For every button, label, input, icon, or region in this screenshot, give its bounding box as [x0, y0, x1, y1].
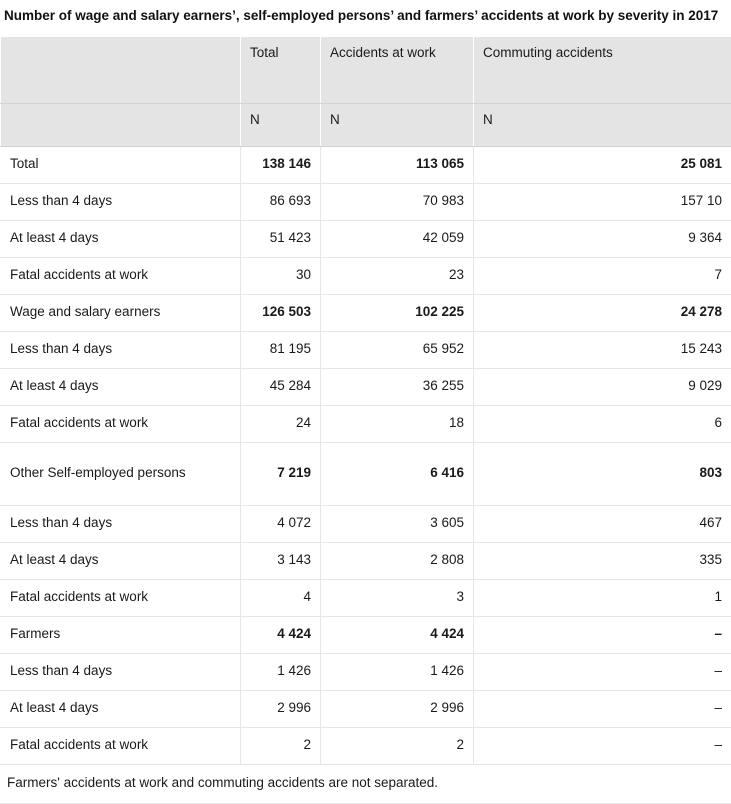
column-header-rowlabel	[1, 36, 241, 103]
row-label: Other Self-employed persons	[1, 442, 241, 505]
cell-accidents-at-work: 1 426	[321, 653, 474, 690]
cell-total: 2	[241, 727, 321, 764]
row-label: Fatal accidents at work	[1, 579, 241, 616]
table-row	[1, 405, 731, 442]
table-row	[1, 368, 731, 405]
cell-total: 45 284	[241, 368, 321, 405]
cell-commuting-accidents: 9 029	[474, 368, 731, 405]
table-footer	[1, 764, 731, 803]
cell-accidents-at-work: 36 255	[321, 368, 474, 405]
cell-total: 81 195	[241, 331, 321, 368]
cell-commuting-accidents: –	[474, 616, 731, 653]
row-label: Farmers	[1, 616, 241, 653]
column-header-accidents-at-work: Accidents at work	[321, 36, 474, 103]
row-label: Total	[1, 146, 241, 183]
page-title: Number of wage and salary earners’, self-employed persons’ and farmers’ accidents at work by severity in 2017	[0, 0, 731, 36]
cell-accidents-at-work: 4 424	[321, 616, 474, 653]
cell-accidents-at-work: 6 416	[321, 442, 474, 505]
cell-commuting-accidents: –	[474, 653, 731, 690]
cell-accidents-at-work: 65 952	[321, 331, 474, 368]
table-row	[1, 542, 731, 579]
row-label: At least 4 days	[1, 220, 241, 257]
column-header-commuting-accidents: Commuting accidents	[474, 36, 731, 103]
table-body	[1, 146, 731, 764]
cell-accidents-at-work: 2	[321, 727, 474, 764]
cell-commuting-accidents: 15 243	[474, 331, 731, 368]
row-label: Fatal accidents at work	[1, 257, 241, 294]
cell-total: 4	[241, 579, 321, 616]
row-label: Less than 4 days	[1, 331, 241, 368]
table-row	[1, 505, 731, 542]
cell-accidents-at-work: 70 983	[321, 183, 474, 220]
cell-commuting-accidents: 1	[474, 579, 731, 616]
cell-total: 126 503	[241, 294, 321, 331]
table-row	[1, 653, 731, 690]
cell-accidents-at-work: 102 225	[321, 294, 474, 331]
cell-total: 30	[241, 257, 321, 294]
cell-commuting-accidents: –	[474, 727, 731, 764]
cell-commuting-accidents: 6	[474, 405, 731, 442]
cell-accidents-at-work: 3	[321, 579, 474, 616]
cell-total: 86 693	[241, 183, 321, 220]
column-unit-commuting-accidents: N	[474, 103, 731, 146]
cell-total: 51 423	[241, 220, 321, 257]
row-label: Less than 4 days	[1, 505, 241, 542]
table-row	[1, 294, 731, 331]
row-label: At least 4 days	[1, 368, 241, 405]
column-unit-accidents-at-work: N	[321, 103, 474, 146]
cell-total: 138 146	[241, 146, 321, 183]
cell-commuting-accidents: –	[474, 690, 731, 727]
cell-commuting-accidents: 24 278	[474, 294, 731, 331]
cell-total: 7 219	[241, 442, 321, 505]
cell-total: 2 996	[241, 690, 321, 727]
cell-commuting-accidents: 335	[474, 542, 731, 579]
cell-accidents-at-work: 2 996	[321, 690, 474, 727]
row-label: Less than 4 days	[1, 183, 241, 220]
cell-accidents-at-work: 42 059	[321, 220, 474, 257]
cell-total: 4 072	[241, 505, 321, 542]
cell-commuting-accidents: 803	[474, 442, 731, 505]
cell-accidents-at-work: 23	[321, 257, 474, 294]
row-label: Fatal accidents at work	[1, 727, 241, 764]
cell-total: 4 424	[241, 616, 321, 653]
table-row	[1, 146, 731, 183]
column-header-total: Total	[241, 36, 321, 103]
header-row-labels	[1, 36, 731, 103]
table-row	[1, 442, 731, 505]
cell-commuting-accidents: 467	[474, 505, 731, 542]
row-label: Wage and salary earners	[1, 294, 241, 331]
table-row	[1, 220, 731, 257]
cell-total: 24	[241, 405, 321, 442]
table-row	[1, 579, 731, 616]
column-unit-rowlabel	[1, 103, 241, 146]
cell-commuting-accidents: 157 10	[474, 183, 731, 220]
table-row	[1, 331, 731, 368]
cell-accidents-at-work: 2 808	[321, 542, 474, 579]
cell-accidents-at-work: 113 065	[321, 146, 474, 183]
footnote-text: Farmers' accidents at work and commuting accidents are not separated.	[1, 764, 731, 803]
header-row-units	[1, 103, 731, 146]
row-label: At least 4 days	[1, 542, 241, 579]
cell-total: 3 143	[241, 542, 321, 579]
cell-total: 1 426	[241, 653, 321, 690]
cell-commuting-accidents: 9 364	[474, 220, 731, 257]
row-label: Less than 4 days	[1, 653, 241, 690]
accidents-by-severity-table	[0, 36, 731, 804]
row-label: Fatal accidents at work	[1, 405, 241, 442]
table-row	[1, 257, 731, 294]
row-label: At least 4 days	[1, 690, 241, 727]
cell-commuting-accidents: 25 081	[474, 146, 731, 183]
cell-accidents-at-work: 3 605	[321, 505, 474, 542]
table-row	[1, 727, 731, 764]
table-row	[1, 616, 731, 653]
footnote-row	[1, 764, 731, 803]
table-row	[1, 690, 731, 727]
column-unit-total: N	[241, 103, 321, 146]
table-row	[1, 183, 731, 220]
cell-accidents-at-work: 18	[321, 405, 474, 442]
table-header	[1, 36, 731, 146]
cell-commuting-accidents: 7	[474, 257, 731, 294]
